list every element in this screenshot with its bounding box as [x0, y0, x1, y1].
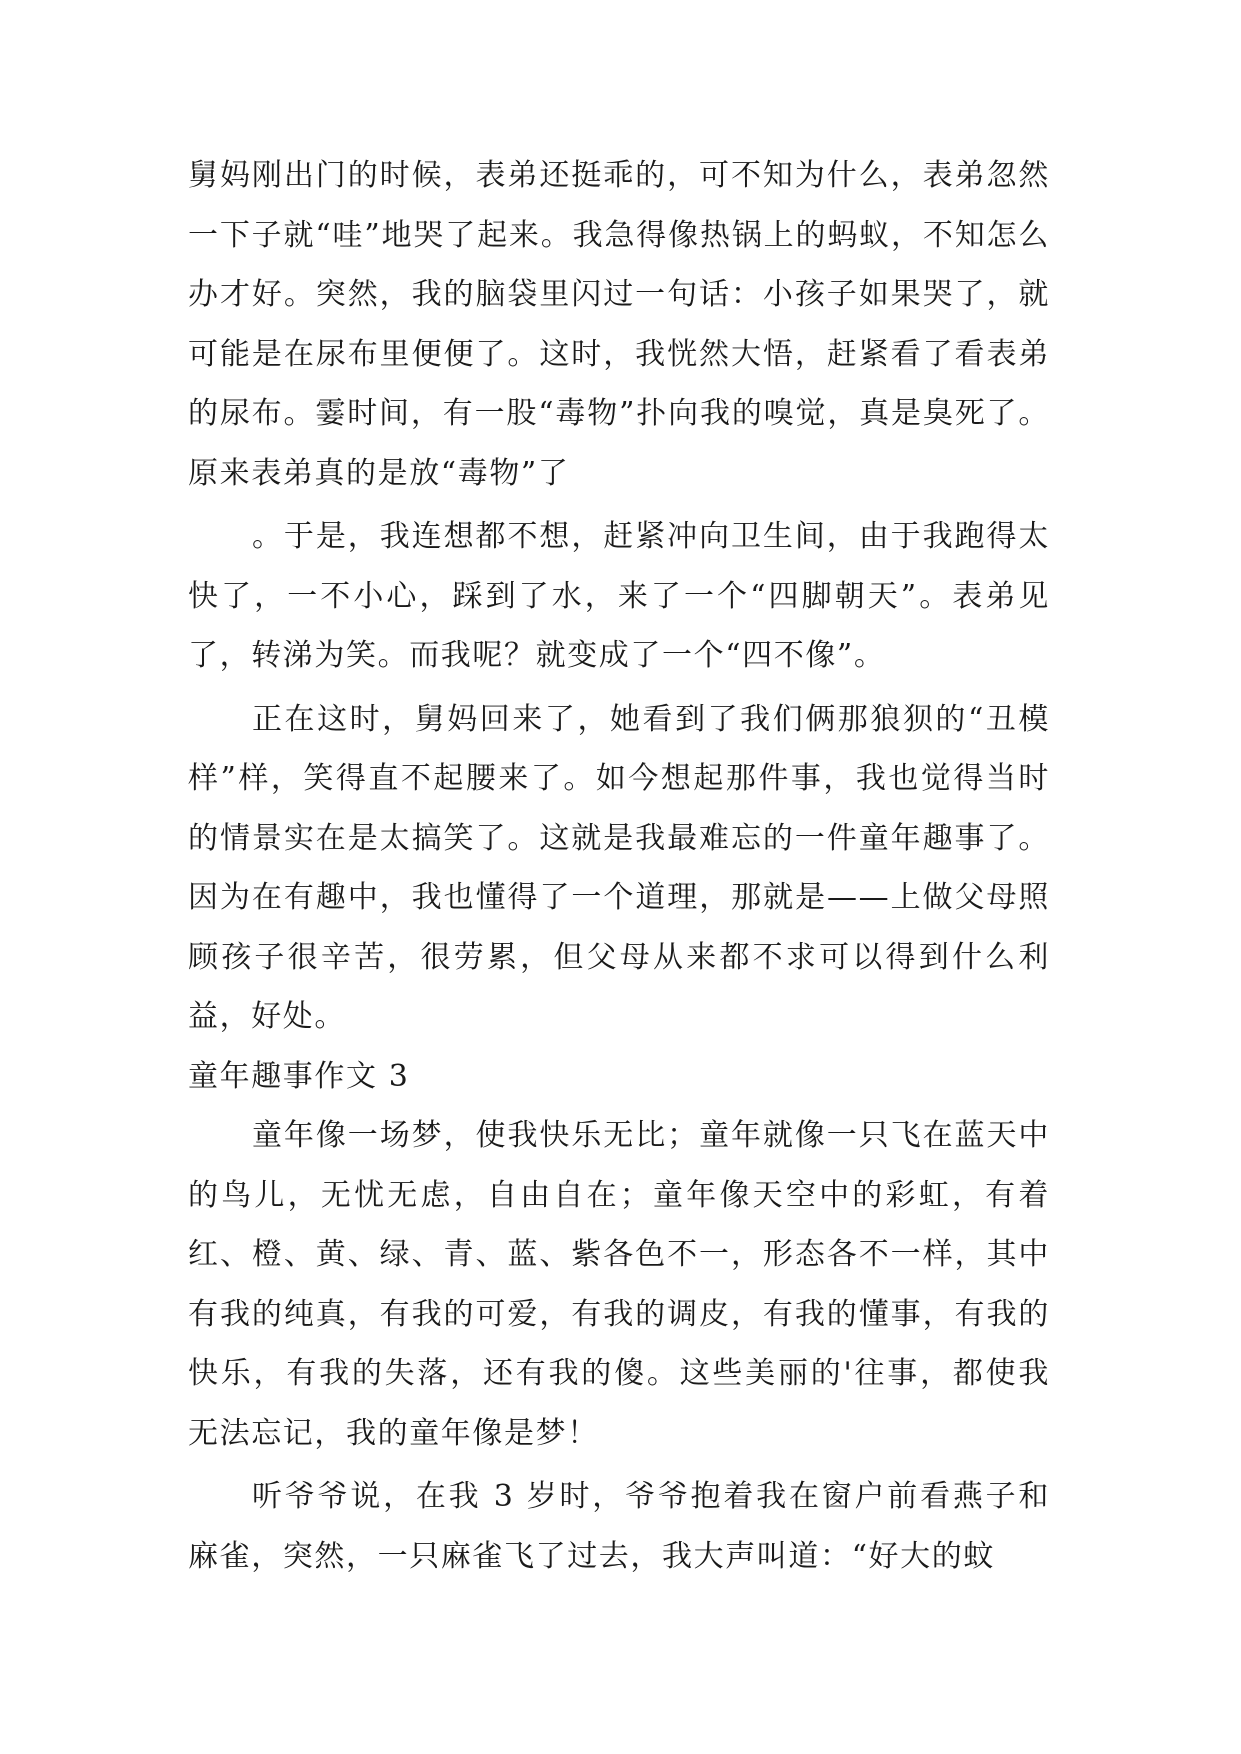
- paragraph-4: 童年像一场梦，使我快乐无比；童年就像一只飞在蓝天中的鸟儿，无忧无虑，自由自在；童年像天空中的彩虹，有着红、橙、黄、绿、青、蓝、紫各色不一，形态各不一样，其中有我的纯真，有我的可爱，有我的调皮，有我的懂事，有我的快乐，有我的失落，还有我的傻。这些美丽的'往事，都使我无法忘记，我的童年像是梦！: [188, 1118, 1050, 1451]
- paragraph-5: 听爷爷说，在我 3 岁时，爷爷抱着我在窗户前看燕子和麻雀，突然，一只麻雀飞了过去，我大声叫道：“好大的蚊: [188, 1479, 1050, 1574]
- section-heading: 童年趣事作文 3: [188, 1058, 410, 1094]
- paragraph-2: 。于是，我连想都不想，赶紧冲向卫生间，由于我跑得太快了，一不小心，踩到了水，来了一个“四脚朝天”。表弟见了，转涕为笑。而我呢？就变成了一个“四不像”。: [188, 519, 1050, 673]
- document-page: [188, 146, 1050, 1586]
- paragraph-1: 舅妈刚出门的时候，表弟还挺乖的，可不知为什么，表弟忽然一下子就“哇”地哭了起来。我急得像热锅上的蚂蚁，不知怎么办才好。突然，我的脑袋里闪过一句话：小孩子如果哭了，就可能是在尿布里便便了。这时，我恍然大悟，赶紧看了看表弟的尿布。霎时间，有一股“毒物”扑向我的嗅觉，真是臭死了。原来表弟真的是放“毒物”了: [188, 158, 1050, 491]
- paragraph-3: 正在这时，舅妈回来了，她看到了我们俩那狼狈的“丑模样”样，笑得直不起腰来了。如今想起那件事，我也觉得当时的情景实在是太搞笑了。这就是我最难忘的一件童年趣事了。因为在有趣中，我也懂得了一个道理，那就是——上做父母照顾孩子很辛苦，很劳累，但父母从来都不求可以得到什么利益，好处。: [188, 701, 1050, 1034]
